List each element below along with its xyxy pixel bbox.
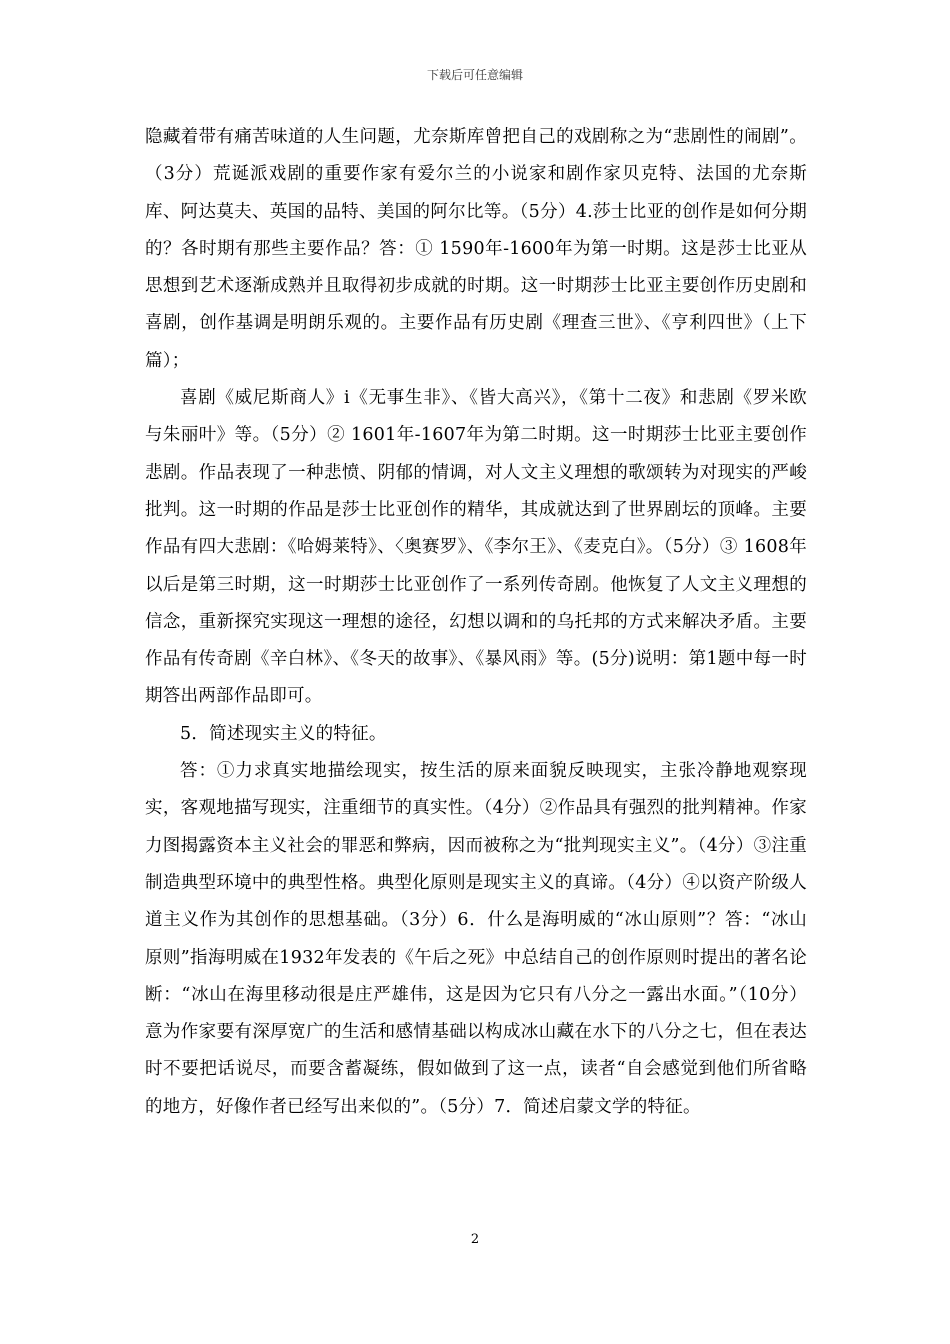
body-text xyxy=(145,119,807,1126)
page-number: 2 xyxy=(470,1232,480,1247)
page-header: 下载后可任意编辑 xyxy=(426,68,523,82)
question-5-heading: 5．简述现实主义的特征。 xyxy=(180,723,387,744)
paragraph-2: 喜剧《威尼斯商人》i《无事生非》、《皆大高兴》，《第十二夜》和悲剧《罗米欧与朱丽叶》等。（5分）② 1601年-1607年为第二时期。这一时期莎士比亚主要创作悲剧。作品表现了一种悲愤、阴郁的情调，对人文主义理想的歌颂转为对现实的严峻批判。这一时期的作品是莎士比亚创作的精华，其成就达到了世界剧坛的顶峰。主要作品有四大悲剧：《哈姆莱特》、〈奥赛罗》、《李尔王》、《麦克白》。（5分）③ 1608年以后是第三时期，这一时期莎士比亚创作了一系列传奇剧。他恢复了人文主义理想的信念，重新探究实现这一理想的途径，幻想以调和的乌托邦的方式来解决矛盾。主要作品有传奇剧《辛白林》、《冬天的故事》、《暴风雨》等。(5分)说明：第1题中每一时期答出两部作品即可。 xyxy=(145,388,807,707)
paragraph-answer-5: 答：①力求真实地描绘现实，按生活的原来面貌反映现实，主张冷静地观察现实，客观地描写现实，注重细节的真实性。（4分）②作品具有强烈的批判精神。作家力图揭露资本主义社会的罪恶和弊病，因而被称之为“批判现实主义”。（4分）③注重制造典型环境中的典型性格。典型化原则是现实主义的真谛。（4分）④以资产阶级人道主义作为其创作的思想基础。（3分）6．什么是海明威的“冰山原则”？答：“冰山原则”指海明威在1932年发表的《午后之死》中总结自己的创作原则时提出的著名论断：“冰山在海里移动很是庄严雄伟，这是因为它只有八分之一露出水面。”（10分）意为作家要有深厚宽广的生活和感情基础以构成冰山藏在水下的八分之七，但在表达时不要把话说尽，而要含蓄凝练，假如做到了这一点，读者“自会感觉到他们所省略的地方，好像作者已经写出来似的”。（5分）7．简述启蒙文学的特征。 xyxy=(145,761,807,1117)
paragraph-1: 隐藏着带有痛苦味道的人生问题，尤奈斯库曾把自己的戏剧称之为“悲剧性的闹剧”。（3分）荒诞派戏剧的重要作家有爱尔兰的小说家和剧作家贝克特、法国的尤奈斯库、阿达莫夫、英国的品特、美国的阿尔比等。（5分）4.莎士比亚的创作是如何分期的？各时期有那些主要作品？答：① 1590年-1600年为第一时期。这是莎士比亚从思想到艺术逐渐成熟并且取得初步成就的时期。这一时期莎士比亚主要创作历史剧和喜剧，创作基调是明朗乐观的。主要作品有历史剧《理查三世》、《亨利四世》（上下篇）； xyxy=(145,127,807,371)
